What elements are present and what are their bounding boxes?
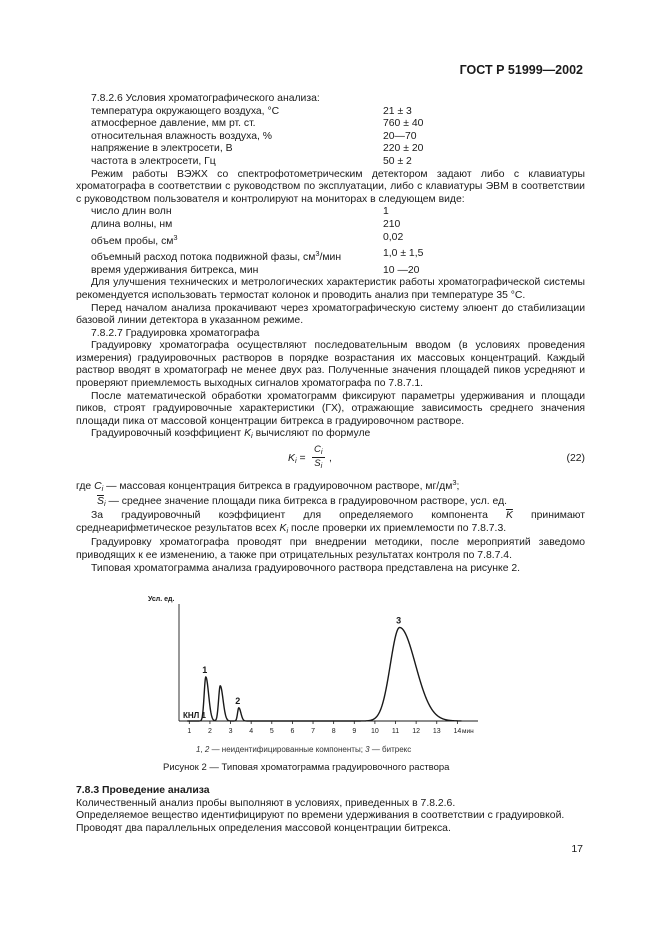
where-line-1: где $C_i$ — массовая концентрация битрекса в градуировочном растворе, $мг/дм^3$;	[76, 478, 460, 494]
hplc-row: время удерживания битрекса, мин 10 —20	[91, 264, 420, 276]
section-title: 7.8.3 Проведение анализа	[76, 785, 210, 796]
formula-22: $K_i$ = $\frac{C_i}{\overline{S}_i}$ , (22)	[288, 444, 585, 471]
section-line-2: Определяемое вещество идентифицируют по времени удерживания в соответствии с градуировкой.	[76, 810, 565, 822]
x-tick-label: 3	[228, 728, 233, 735]
x-tick-label: 14	[453, 728, 462, 735]
mode-paragraph: Режим работы ВЭЖХ со спектрофотометрическим детектором задают либо с клавиатуры хроматографа в соответствии с руководством по эксплуатации, либо с клавиатуры ЭВМ в соответствии с руководством пользователя и контролируют на мониторах в следующем виде:	[76, 168, 585, 205]
thermostat-paragraph: Для улучшения технических и метрологических характеристик работы хроматографической системы рекомендуется использовать термостат колонок и проводить анализ при температуре 35 °С.	[76, 277, 585, 301]
conditions-row: атмосферное давление, мм рт. ст. 760 ± 40	[91, 118, 424, 130]
conditions-row: частота в электросети, Гц 50 ± 2	[91, 155, 412, 167]
x-tick-label: 13	[432, 728, 441, 735]
conditions-row: напряжение в электросети, В 220 ± 20	[91, 143, 424, 155]
x-tick-label: 4	[249, 728, 254, 735]
x-tick-label: 5	[269, 728, 274, 735]
peak-label: 1	[202, 665, 208, 675]
x-tick-label: 12	[412, 728, 421, 735]
coefficient-intro: Градуировочный коэффициент $K_i$ вычисляют по формуле	[91, 428, 371, 441]
channel-label: КНЛ 1	[183, 711, 206, 720]
x-tick-label: 7	[311, 728, 315, 735]
calibration-paragraph-2: После математической обработки хроматограмм фиксируют параметры удерживания и площади пиков, строят градуировочные характеристики (ГХ), отражающие зависимость среднего значения площади пика от массовой концентрации битрекса в градуировочном растворе.	[76, 390, 585, 427]
hplc-row: длина волны, нм 210	[91, 218, 401, 230]
coefficient-k-paragraph: За градуировочный коэффициент для определяемого компонента $\overline{K}$ принимают среднеарифметическое результатов всех $K_i$ после проверки их приемлемости по 7.8.7.3.	[76, 510, 585, 535]
x-tick-label: 9	[352, 728, 357, 735]
document-body	[76, 93, 585, 575]
x-tick-label: 6	[290, 728, 295, 735]
chromatogram-chart	[148, 593, 488, 743]
figure-caption: Рисунок 2 — Типовая хроматограмма градуировочного раствора	[163, 762, 450, 773]
hplc-row: объемный расход потока подвижной фазы, $см^3$/мин 1,0 ± 1,5	[91, 248, 424, 264]
analysis-section	[76, 785, 585, 835]
x-tick-label: 2	[207, 728, 212, 735]
formula-fraction: $\frac{C_i}{\overline{S}_i}$	[314, 444, 323, 471]
conditions-row: относительная влажность воздуха, % 20—70	[91, 130, 417, 142]
conditions-row: температура окружающего воздуха, °С 21 ± 3	[91, 105, 412, 117]
formula-lhs: $K_i$ =	[288, 453, 306, 466]
x-tick-label: 11	[391, 728, 400, 735]
chromatogram-trace	[187, 628, 461, 722]
calibration-paragraph-1: Градуировку хроматографа осуществляют последовательным вводом (в условиях проведения измерения) градуировочных растворов в порядке возрастания их массовых концентраций. Каждый раствор вводят в хроматограф не менее двух раз. Полученные значения площадей пиков усредняют и проверяют приемлемость выходных сигналов хроматографа по 7.8.7.1.	[76, 340, 585, 390]
x-tick-label: 10	[370, 728, 379, 735]
typical-chromatogram-paragraph: Типовая хроматограмма анализа градуировочного раствора представлена на рисунке 2.	[91, 562, 521, 574]
hplc-row: число длин волн 1	[91, 206, 389, 218]
x-tick-label: 1	[187, 728, 192, 735]
peak-label: 3	[396, 615, 402, 626]
page-number: 17	[571, 843, 583, 855]
x-axis-unit: мин	[462, 728, 474, 735]
section-line-1: Количественный анализ пробы выполняют в условиях, приведенных в 7.8.2.6.	[76, 797, 456, 809]
section-line-3: Проводят два параллельных определения массовой концентрации битрекса.	[76, 822, 451, 834]
standard-header: ГОСТ Р 51999—2002	[459, 63, 583, 77]
hplc-row: объем пробы, $см^3$ 0,02	[91, 231, 404, 247]
calibration-title: 7.8.2.7 Градуировка хроматографа	[91, 327, 260, 339]
y-axis-label: Усл. ед.	[148, 596, 175, 603]
figure-legend: 1, 2 — неидентифицированные компоненты; 3 — битрекс	[196, 745, 412, 754]
x-tick-label: 8	[331, 728, 336, 735]
equation-number: (22)	[566, 453, 585, 465]
where-line-2: $\overline{S}_i$ — среднее значение площади пика битрекса в градуировочном растворе, усл. ед.	[97, 495, 508, 508]
regraduation-paragraph: Градуировку хроматографа проводят при внедрении методики, после мероприятий заведомо приводящих к ее изменению, а также при отрицательных результатах контроля по 7.8.7.4.	[76, 537, 585, 561]
conditions-table	[76, 106, 585, 169]
eluent-paragraph: Перед началом анализа прокачивают через хроматографическую систему элюент до стабилизации базовой линии детектора в указанном режиме.	[76, 302, 585, 327]
conditions-title: 7.8.2.6 Условия хроматографического анализа:	[91, 93, 320, 104]
peak-label: 2	[235, 695, 241, 706]
hplc-table	[76, 206, 585, 277]
